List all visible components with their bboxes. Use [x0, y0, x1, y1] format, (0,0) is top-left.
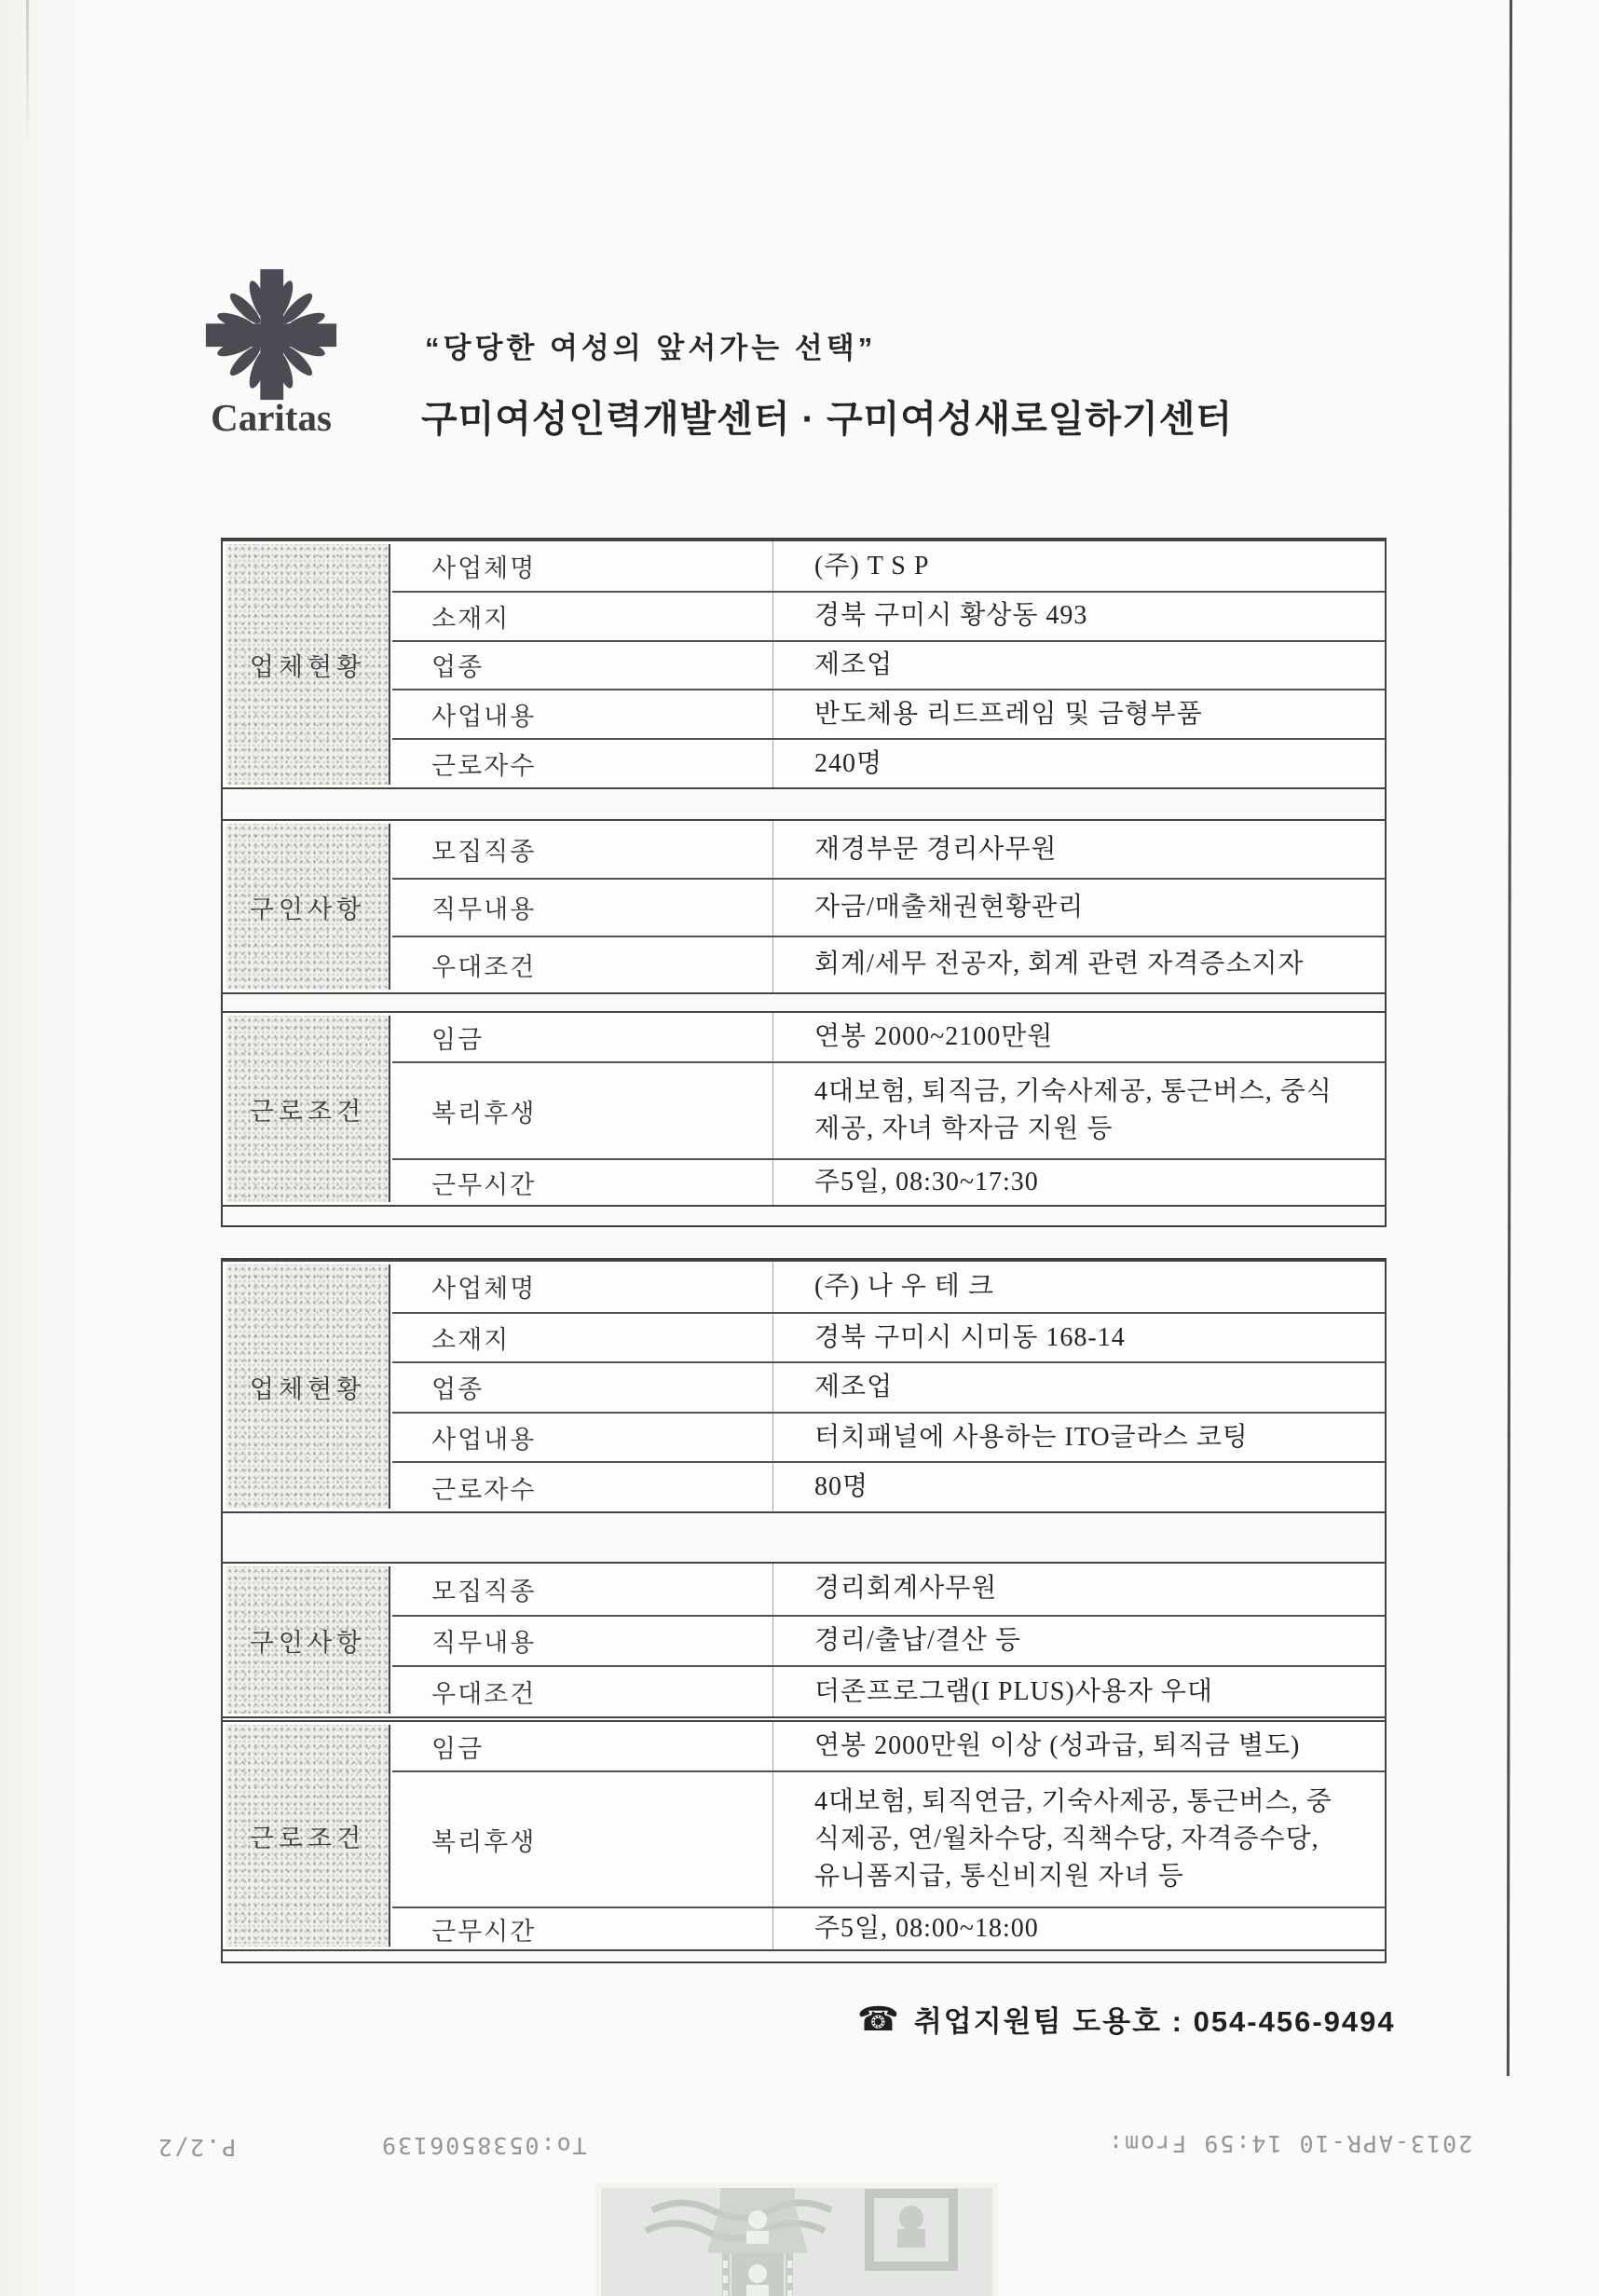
row-value: 주5일, 08:00~18:00 [772, 1908, 1385, 1949]
row-label: 사업체명 [431, 554, 537, 582]
telephone-icon: ☎ [857, 1999, 901, 2038]
company-1-table [221, 538, 1387, 1227]
row-value: 경리회계사무원 [772, 1564, 1385, 1615]
row-value: 더존프로그램(I PLUS)사용자 우대 [772, 1667, 1385, 1716]
group-title: 업체현황 [226, 544, 390, 785]
group-title: 구인사항 [226, 824, 390, 990]
row-value: 연봉 2000~2100만원 [772, 1013, 1385, 1061]
row-label: 우대조건 [431, 1680, 537, 1709]
film-strip-watermark [601, 2188, 992, 2296]
contact-text: 취업지원팀 도용호 : 054-456-9494 [913, 2005, 1396, 2038]
company-1-status-group [221, 540, 1387, 789]
table-row [392, 1461, 1385, 1511]
row-label: 복리후생 [431, 1099, 537, 1128]
company-2-conditions-group [221, 1720, 1387, 1951]
row-label: 사업내용 [431, 703, 537, 731]
table-row [392, 1722, 1385, 1770]
row-value: 주5일, 08:30~17:30 [772, 1160, 1385, 1205]
table-row [392, 640, 1385, 690]
row-value: 경리/출납/결산 등 [772, 1617, 1385, 1666]
table-row [392, 1564, 1385, 1615]
row-label: 소재지 [431, 1325, 511, 1354]
row-label: 직무내용 [431, 1629, 537, 1658]
row-label: 근로자수 [431, 752, 537, 781]
row-value: 4대보험, 퇴직연금, 기숙사제공, 통근버스, 중식제공, 연/월차수당, 직책수당, 자격증수당, 유니폼지급, 통신비지원 자녀 등 [772, 1772, 1385, 1906]
row-value: 제조업 [772, 1363, 1385, 1412]
caritas-wordmark: Caritas [211, 396, 332, 439]
caritas-logo-icon [198, 266, 345, 403]
table-row [392, 591, 1385, 640]
row-value: 4대보험, 퇴직금, 기숙사제공, 통근버스, 중식제공, 자녀 학자금 지원 등 [772, 1063, 1385, 1158]
row-label: 우대조건 [431, 952, 537, 981]
table-row [392, 1665, 1385, 1716]
row-value: 터치패널에 사용하는 ITO글라스 코팅 [772, 1414, 1385, 1462]
row-value: 자금/매출채권현황관리 [772, 880, 1385, 935]
company-2-table [221, 1258, 1387, 1963]
table-row [392, 689, 1385, 738]
table-row [392, 1312, 1385, 1362]
row-value: 재경부문 경리사무원 [772, 821, 1385, 878]
fax-page-number: P.2/2 [157, 2134, 237, 2161]
fax-datetime-from: 2013-APR-10 14:59 From: [1107, 2130, 1473, 2157]
contact-line [857, 1998, 1396, 2040]
row-label: 직무내용 [431, 895, 537, 924]
group-title: 업체현황 [226, 1264, 390, 1509]
row-label: 업종 [431, 653, 485, 682]
table-row [392, 1906, 1385, 1949]
row-label: 임금 [431, 1734, 485, 1763]
row-label: 업종 [431, 1375, 485, 1404]
table-row [392, 1061, 1385, 1158]
table-row [392, 821, 1385, 878]
row-value: 반도체용 리드프레임 및 금형부품 [772, 690, 1385, 738]
row-label: 모집직종 [431, 1577, 537, 1606]
row-label: 사업체명 [431, 1275, 537, 1304]
table-row [392, 936, 1385, 992]
row-value: 회계/세무 전공자, 회계 관련 자격증소지자 [772, 937, 1385, 992]
scan-artifact-line [1507, 0, 1512, 2076]
company-1-recruit-group [221, 819, 1387, 994]
table-row [392, 1361, 1385, 1412]
page-edge-crease [26, 0, 29, 149]
row-value: 경북 구미시 황상동 493 [772, 593, 1385, 640]
table-row [392, 541, 1385, 591]
row-label: 근무시간 [431, 1917, 537, 1946]
row-value: (주) 나 우 테 크 [772, 1262, 1385, 1312]
table-row [392, 1013, 1385, 1061]
row-value: 제조업 [772, 642, 1385, 690]
row-label: 모집직종 [431, 838, 537, 867]
row-label: 사업내용 [431, 1426, 537, 1455]
group-title: 근로조건 [226, 1725, 390, 1947]
table-row [392, 1412, 1385, 1462]
row-label: 임금 [431, 1025, 485, 1054]
row-value: 240명 [772, 740, 1385, 787]
company-2-status-group [221, 1260, 1387, 1513]
table-row [392, 878, 1385, 935]
table-row [392, 1770, 1385, 1906]
group-title: 근로조건 [226, 1016, 390, 1202]
row-value: 80명 [772, 1463, 1385, 1511]
table-row [392, 738, 1385, 787]
row-label: 근로자수 [431, 1475, 537, 1504]
company-2-recruit-group [221, 1562, 1387, 1718]
row-label: 소재지 [431, 604, 511, 633]
header-slogan: “당당한 여성의 앞서가는 선택” [425, 332, 877, 364]
table-row [392, 1615, 1385, 1666]
table-row [392, 1158, 1385, 1205]
row-value: (주) T S P [772, 541, 1385, 591]
group-title: 구인사항 [226, 1566, 390, 1714]
row-value: 경북 구미시 시미동 168-14 [772, 1314, 1385, 1362]
table-row [392, 1262, 1385, 1312]
fax-to-number: To:0538506139 [380, 2132, 587, 2159]
header-org-names: 구미여성인력개발센터 · 구미여성새로일하기센터 [421, 399, 1233, 440]
row-label: 복리후생 [431, 1827, 537, 1856]
row-label: 근무시간 [431, 1170, 537, 1199]
company-1-conditions-group [221, 1011, 1387, 1207]
row-value: 연봉 2000만원 이상 (성과급, 퇴직금 별도) [772, 1722, 1385, 1770]
